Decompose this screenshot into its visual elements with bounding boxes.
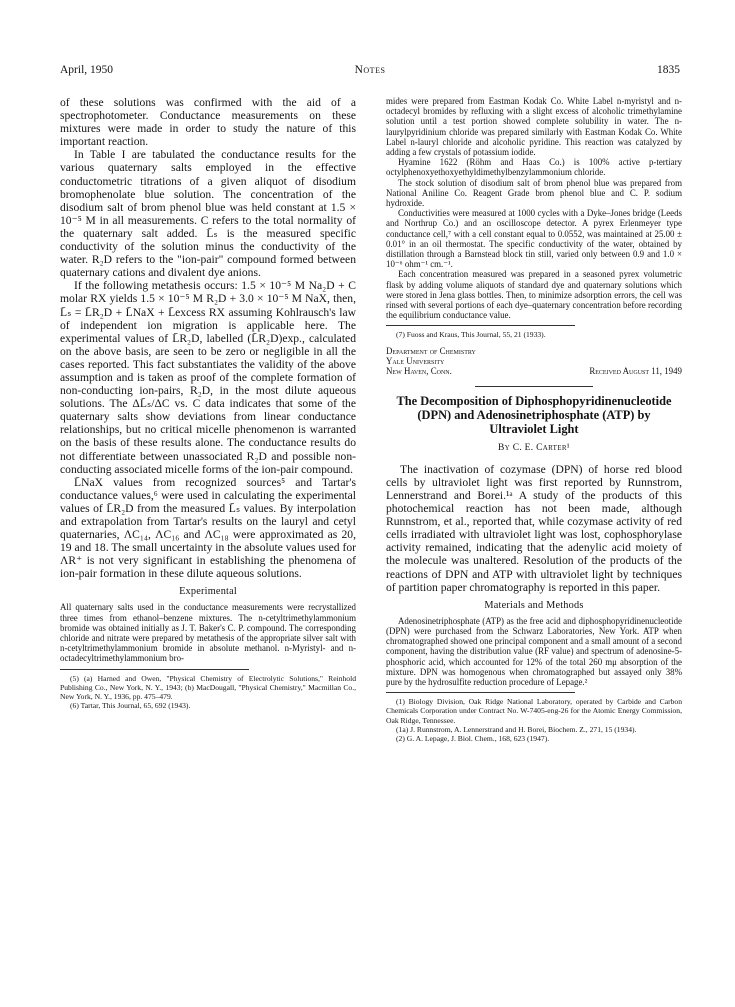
footnote: (7) Fuoss and Kraus, This Journal, 55, 21 (1933).: [396, 330, 546, 340]
left-body: [60, 96, 356, 580]
paragraph: Each concentration measured was prepared in a seasoned pyrex volumetric flask by adding volume aliquots of standard dye and quaternary solutions which were stored in Jena glass bottles. Then, to minimize adsorption errors, the cell was rinsed with several portions of each dye–quaternary concentration before recording the equilibrium conductance value.: [386, 269, 682, 321]
paragraph: mides were prepared from Eastman Kodak Co. White Label n-myristyl and n-octadecyl bromides by refluxing with a slight excess of alcoholic trimethylamine solution until a test portion showed complete solubility in water. The n-laurylpyridinium chloride was prepared similarly with Eastman Kodak Co. White Label n-lauryl chloride and alcoholic pyridine. This reaction was catalyzed by adding a few crystals of potassium iodide.: [386, 96, 682, 158]
footnote: (6) Tartar, This Journal, 65, 692 (1943).: [70, 701, 191, 711]
paragraph: Conductivities were measured at 1000 cycles with a Dyke–Jones bridge (Leeds and Northrup Co.) and an oscilloscope detector. A pyrex Erlenmeyer type conductance cell,⁷ with a cell constant equal to 0.0552, was maintained at 25.00 ± 0.01° in an oil thermostat. The specific conductivity of the water, obtained by distillation through a Barnstead block tin still, varied only between 0.9 and 1.0 × 10⁻⁶ ohm⁻¹ cm.⁻¹.: [386, 208, 682, 270]
paragraph: The stock solution of disodium salt of brom phenol blue was prepared from National Aniline Co. Reagent Grade brom phenol blue and C. P. sodium hydroxide.: [386, 177, 682, 209]
university: Yale University: [386, 356, 445, 367]
section-heading-methods: Materials and Methods: [484, 599, 584, 611]
running-head: [60, 64, 680, 80]
footnote-rule: [386, 692, 575, 693]
footnotes-right: [386, 697, 682, 743]
footnotes-left: [60, 674, 356, 711]
article-separator: [475, 386, 593, 387]
footnote-rule: [386, 325, 575, 326]
paragraph: Adenosinetriphosphate (ATP) as the free acid and diphosphopyridinenucleotide (DPN) were purchased from the Schwarz Laboratories, New York. ATP when chromatographed showed one principal component and a small amount of a second component, having the distribution value (RF value) and spectrum of adenosine-5-phosphoric acid, which accounted for 12% of the total 260 mμ absorption of the mixture. DPN was homogenous when chromatographed but assayed only 38% pure by the hydrosulfite reduction procedure of Lepage.²: [386, 615, 682, 687]
experimental-body: [60, 602, 356, 663]
footnote: (1a) J. Runnstrom, A. Lennerstrand and H. Borei, Biochem. Z., 271, 15 (1934).: [396, 724, 637, 734]
paragraph: of these solutions was confirmed with the aid of a spectrophotometer. Conductance measurements on these mixtures were made in order to study the nature of this important reaction.: [60, 96, 356, 149]
paragraph: In Table I are tabulated the conductance results for the various quaternary salts employed in the effective conductometric titrations of a given aliquot of disodium bromophenolate blue solution. The concentration of the disodium salt of brom phenol blue was held constant at 1.5 × 10⁻⁵ M in all measurements. C refers to the total normality of the quaternary salt added. L̄ₛ is the measured specific conductivity of the solution minus the conductivity of the water. R₂D refers to the "ion-pair" compound formed between quaternary cations and divalent dye anions.: [60, 148, 356, 280]
left-column: [60, 96, 356, 711]
paragraph: All quaternary salts used in the conductance measurements were recrystallized three times from ethanol–benzene mixtures. The n-cetyltrimethylammonium bromide was obtained initially as J. T. Baker's C. P. compound. The corresponding chloride and nitrate were prepared by metathesis of the appropriate silver salt with n-cetyltrimethylammonium bromide in absolute methanol. n-Myristyl- and n-octadecyltrimethylammonium bro-: [60, 602, 356, 664]
section-name: Notes: [354, 64, 386, 76]
article-title: The Decomposition of Diphosphopyridinenucleotide (DPN) and Adenosinetriphosphate (ATP) by Ultraviolet Light: [396, 393, 672, 437]
footnote: (2) G. A. Lepage, J. Biol. Chem., 168, 623 (1947).: [396, 733, 550, 743]
right-top-body: [386, 96, 682, 320]
paragraph: The inactivation of cozymase (DPN) of horse red blood cells by ultraviolet light was first reported by Runnstrom, Lennerstrand and Borei.¹ᵃ A study of the products of this photochemical reaction has not been made, although Runnstrom, et al., reported that, while cozymase activity of red cells irradiated with ultraviolet light was lost, cophosphorylase activity remained, indicating that the adenylic acid moiety of the molecule was unaltered. Resolution of the products of the reactions of DPN and ATP with ultraviolet light by techniques of partition paper chromatography is reported in this paper.: [386, 462, 682, 594]
section-heading-experimental: Experimental: [179, 586, 237, 598]
department: Department of Chemistry: [386, 345, 476, 356]
address-row: [386, 366, 682, 376]
footnote: (5) (a) Harned and Owen, "Physical Chemistry of Electrolytic Solutions," Reinhold Publishing Co., New York, N. Y., 1943; (b) MacDougall, "Physical Chemistry," Macmillan Co., New York, N. Y., 1936, pp. 475–479.: [60, 673, 356, 702]
article-intro: [386, 463, 682, 594]
right-column: [386, 96, 682, 743]
article-byline: By C. E. Carter¹: [498, 442, 570, 453]
issue-date: April, 1950: [60, 64, 114, 76]
page-number: 1835: [657, 64, 680, 76]
paragraph: Hyamine 1622 (Röhm and Haas Co.) is 100% active p-tertiary octylphenoxyethoxyethyldimethylbenzylammonium chloride.: [386, 157, 682, 178]
paragraph: If the following metathesis occurs: 1.5 × 10⁻⁵ M Na₂D + C molar RX yields 1.5 × 10⁻⁵ M R₂D + 3.0 × 10⁻⁵ M NaX, then, L̄ₛ = L̄R₂D + L̄NaX + L̄excess RX assuming Kohlrausch's law of independent ion migration is applicable here. The experimental values of L̄R₂D, labelled (L̄R₂D)exp., calculated on the above basis, are seen to be zero or negligible in all the cases reported. This fact substantiates the validity of the above assumption and is taken as proof of the complete formation of non-conducting ion-pairs, R₂D, in the most dilute aqueous solutions. The ΔL̄ₛ/ΔC vs. C data indicates that some of the quaternary salts show deviations from linear conductance relationships, but no critical micelle phenomenon is warranted on the basis of these results alone. The conductance results do not differentiate between unassociated R₂D and possible non-conducting associated micelle forms of the ion-pair compound.: [60, 279, 356, 476]
footnote-7: [386, 330, 682, 339]
received-date: Received August 11, 1949: [589, 366, 682, 377]
city: New Haven, Conn.: [386, 366, 452, 377]
footnote-rule: [60, 669, 249, 670]
methods-body: [386, 616, 682, 687]
footnote: (1) Biology Division, Oak Ridge National Laboratory, operated by Carbide and Carbon Chemicals Corporation under Contract No. W-7405-eng-26 for the Atomic Energy Commission, Oak Ridge, Tennessee.: [386, 697, 682, 725]
paragraph: L̄NaX values from recognized sources⁵ and Tartar's conductance values,⁶ were used in calculating the experimental values of L̄R₂D from the measured L̄ₛ values. By interpolation and extrapolation from Tartar's results on the lauryl and cetyl quaternaries, ΛC₁₄, ΛC₁₆ and ΛC₁₈ were approximated as 20, 19 and 18. The small uncertainty in the absolute values used for ΛR⁺ is not very significant in establishing the phenomena of ion-pair formation in these dilute aqueous solutions.: [60, 475, 356, 581]
